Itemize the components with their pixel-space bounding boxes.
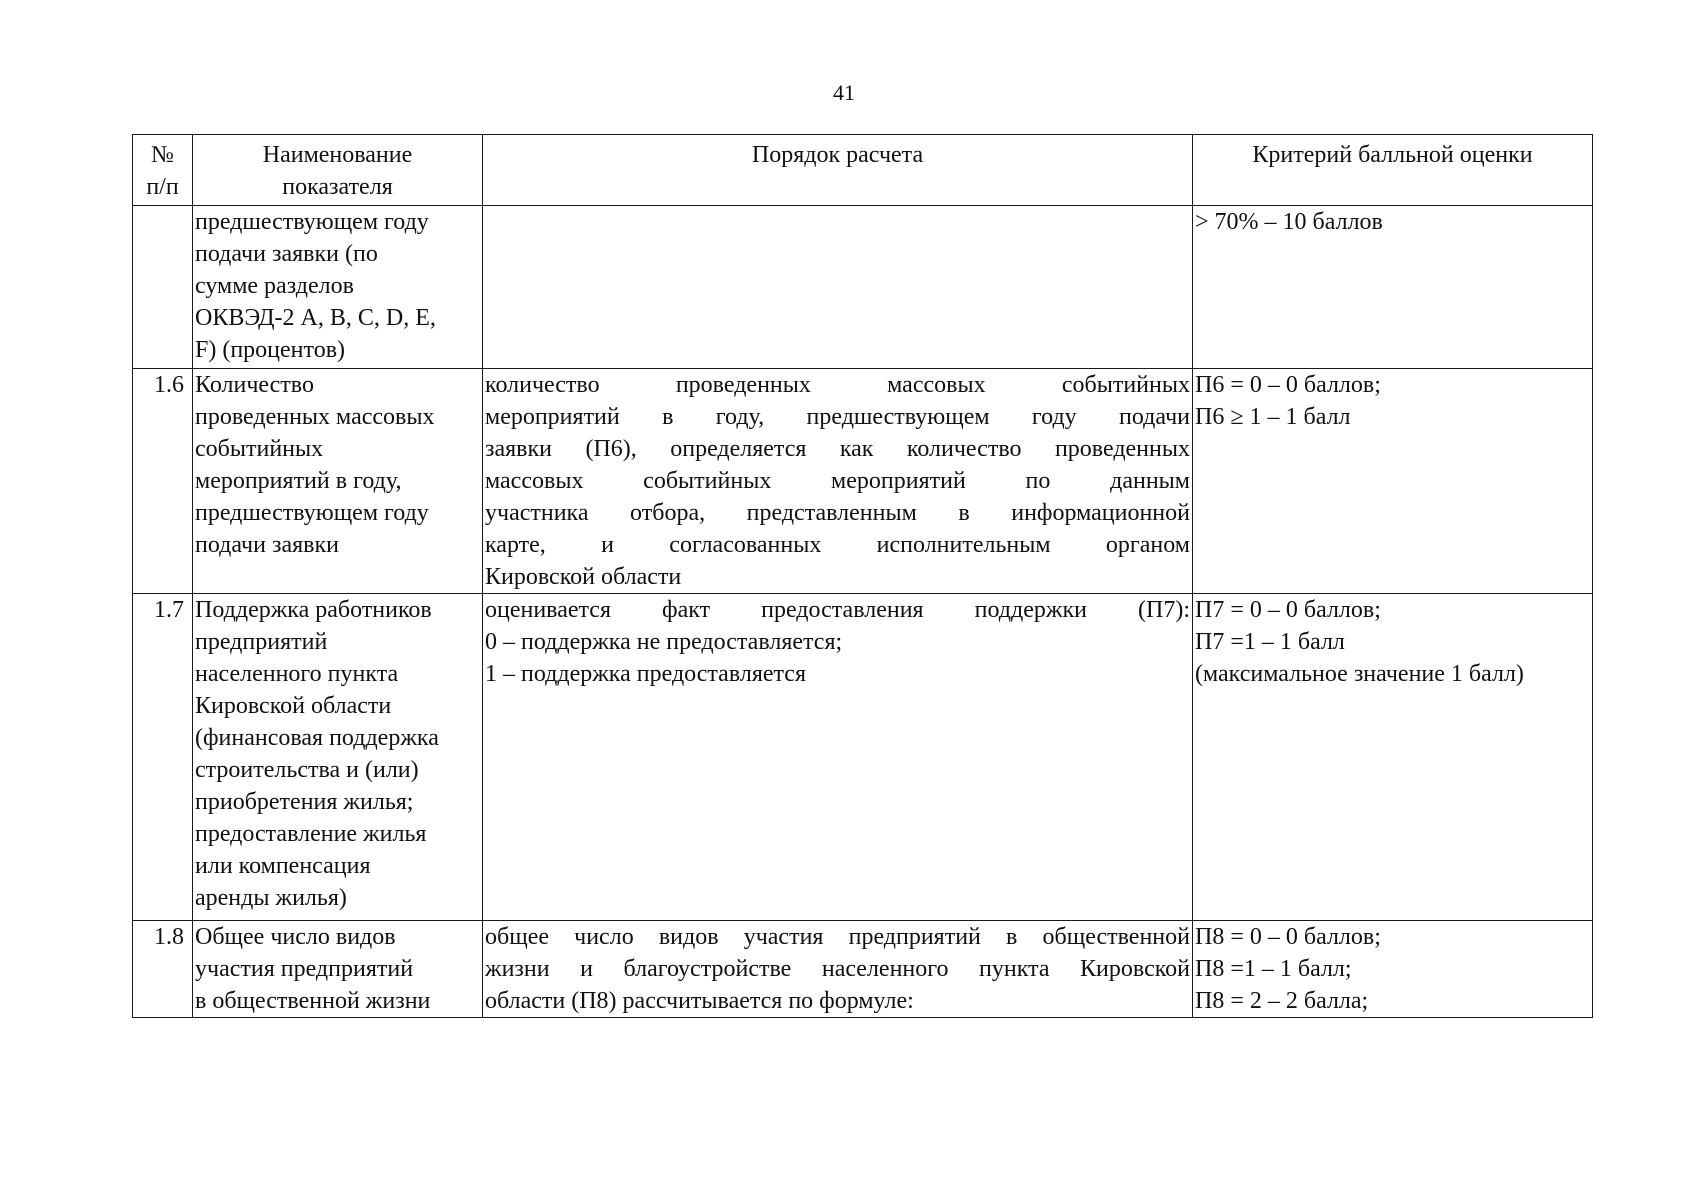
row-criteria-line: П7 = 0 – 0 баллов; xyxy=(1195,597,1381,623)
row-criteria-line: (максимальное значение 1 балл) xyxy=(1195,661,1524,687)
table-header-row xyxy=(133,135,1593,206)
table-row xyxy=(133,369,1593,594)
row-criteria-line: П7 =1 – 1 балл xyxy=(1195,629,1345,655)
row-criteria-line: П6 = 0 – 0 баллов; xyxy=(1195,372,1381,398)
table-row xyxy=(133,594,1593,921)
row-name-line: подачи заявки xyxy=(195,532,339,558)
row-criteria xyxy=(1193,594,1593,921)
row-name xyxy=(193,369,483,594)
row-name xyxy=(193,594,483,921)
row-name-line: событийных xyxy=(195,436,324,462)
row-name-line: предшествующем году xyxy=(195,500,429,526)
row-name-line: в общественной жизни xyxy=(195,988,431,1014)
row-criteria-line: П8 =1 – 1 балл; xyxy=(1195,956,1352,982)
row-criteria xyxy=(1193,921,1593,1018)
row-name-line: предшествующем году xyxy=(195,209,429,235)
header-criteria: Критерий балльной оценки xyxy=(1193,135,1593,206)
row-criteria xyxy=(1193,206,1593,369)
row-name-line: аренды жилья) xyxy=(195,885,347,911)
row-calc-line: заявки (П6), определяется как количество проведенных xyxy=(485,436,1190,462)
row-name-line: Количество xyxy=(195,372,314,398)
row-name-line: предприятий xyxy=(195,629,328,655)
header-calc: Порядок расчета xyxy=(483,135,1193,206)
row-name-line: ОКВЭД-2 A, B, C, D, E, xyxy=(195,305,436,331)
row-calc-line: 1 – поддержка предоставляется xyxy=(485,661,806,687)
header-num: № п/п xyxy=(133,135,193,206)
row-calc-line: жизни и благоустройстве населенного пункта Кировской xyxy=(485,956,1190,982)
row-calc xyxy=(483,921,1193,1018)
row-criteria-line: > 70% – 10 баллов xyxy=(1195,209,1383,235)
row-name-line: мероприятий в году, xyxy=(195,468,402,494)
row-criteria-line: П8 = 2 – 2 балла; xyxy=(1195,988,1369,1014)
row-name-line: (финансовая поддержка xyxy=(195,725,439,751)
row-name xyxy=(193,206,483,369)
row-calc-line: общее число видов участия предприятий в общественной xyxy=(485,924,1190,950)
row-calc-line: Кировской области xyxy=(485,564,682,590)
row-criteria xyxy=(1193,369,1593,594)
row-name-line: Поддержка работников xyxy=(195,597,432,623)
row-calc-line: области (П8) рассчитывается по формуле: xyxy=(485,988,914,1014)
header-name: Наименование показателя xyxy=(193,135,483,206)
row-name-line: предоставление жилья xyxy=(195,821,427,847)
row-name-line: Общее число видов xyxy=(195,924,396,950)
row-name-line: Кировской области xyxy=(195,693,392,719)
row-criteria-line: П8 = 0 – 0 баллов; xyxy=(1195,924,1381,950)
row-num: 1.8 xyxy=(133,921,193,1018)
row-name-line: строительства и (или) xyxy=(195,757,419,783)
row-calc xyxy=(483,206,1193,369)
table-row xyxy=(133,206,1593,369)
row-name-line: сумме разделов xyxy=(195,273,354,299)
row-calc-line: участника отбора, представленным в информационной xyxy=(485,500,1190,526)
row-num: 1.6 xyxy=(133,369,193,594)
row-calc-line: количество проведенных массовых событийных xyxy=(485,372,1190,398)
criteria-table xyxy=(132,134,1593,1018)
row-calc xyxy=(483,594,1193,921)
row-calc-line: массовых событийных мероприятий по данным xyxy=(485,468,1190,494)
row-calc-line: оценивается факт предоставления поддержки (П7): xyxy=(485,597,1190,623)
row-calc-line: карте, и согласованных исполнительным органом xyxy=(485,532,1190,558)
row-num xyxy=(133,206,193,369)
row-name-line: участия предприятий xyxy=(195,956,414,982)
table-row xyxy=(133,921,1593,1018)
row-name xyxy=(193,921,483,1018)
row-name-line: населенного пункта xyxy=(195,661,399,687)
row-criteria-line: П6 ≥ 1 – 1 балл xyxy=(1195,404,1351,430)
row-calc-line: 0 – поддержка не предоставляется; xyxy=(485,629,843,655)
row-name-line: или компенсация xyxy=(195,853,371,879)
page-number: 41 xyxy=(833,80,855,105)
row-num: 1.7 xyxy=(133,594,193,921)
row-name-line: подачи заявки (по xyxy=(195,241,378,267)
row-calc xyxy=(483,369,1193,594)
row-name-line: F) (процентов) xyxy=(195,337,346,363)
row-calc-line: мероприятий в году, предшествующем году подачи xyxy=(485,404,1190,430)
row-name-line: проведенных массовых xyxy=(195,404,435,430)
row-name-line: приобретения жилья; xyxy=(195,789,414,815)
